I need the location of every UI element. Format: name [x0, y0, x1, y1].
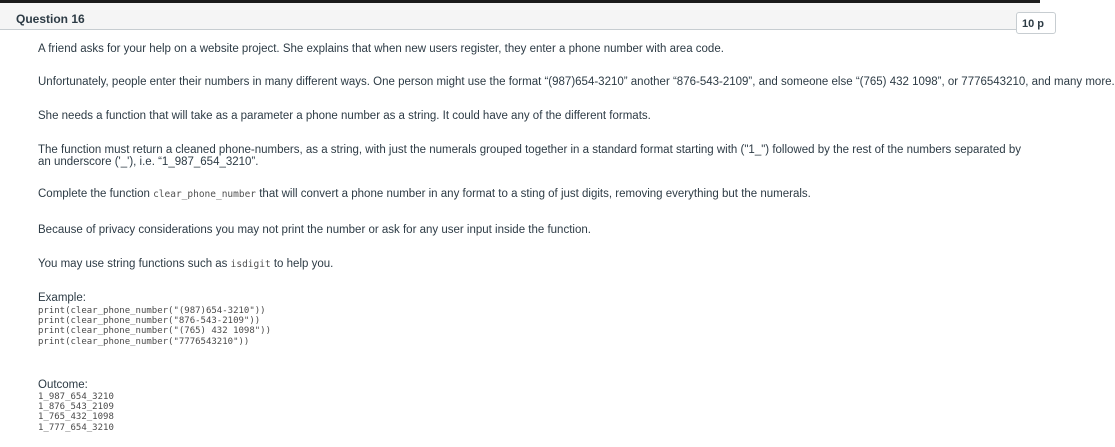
code-line: print(clear_phone_number("(987)654-3210"))	[38, 306, 266, 316]
inline-code-isdigit: isdigit	[230, 259, 271, 270]
question-header	[0, 3, 1040, 30]
code-line: 1_777_654_3210	[38, 422, 114, 433]
example-code-block	[38, 306, 271, 347]
code-line: print(clear_phone_number("7776543210"))	[38, 336, 250, 347]
text-segment: that will convert a phone number in any format to a sting of just digits, removing everything but the numerals.	[256, 188, 811, 200]
outcome-label: Outcome:	[38, 379, 88, 391]
paragraph-return-format: The function must return a cleaned phone-numbers, as a string, with just the numerals grouped together in a standard format starting with ("1_") followed by the rest of the numbers separated by an underscore ('_'), i.e. “1_987_654_3210”.	[38, 144, 1021, 168]
example-label: Example:	[38, 292, 86, 304]
text-segment: You may use string functions such as	[38, 258, 231, 270]
paragraph-requirements: She needs a function that will take as a parameter a phone number as a string. It could have any of the different formats.	[38, 110, 651, 122]
inline-code-function-name: clear_phone_number	[153, 189, 257, 200]
paragraph-formats: Unfortunately, people enter their numbers in many different ways. One person might use the format “(987)654-3210” another “876-543-2109”, and someone else “(765) 432 1098”, or 7776543210, and many more.	[38, 76, 1115, 88]
code-line: 1_987_654_3210	[38, 392, 114, 402]
paragraph-intro: A friend asks for your help on a website project. She explains that when new users register, they enter a phone number with area code.	[38, 43, 724, 55]
code-line: 1_876_543_2109	[38, 402, 114, 413]
paragraph-complete-function	[38, 188, 811, 201]
paragraph-hint	[38, 258, 333, 271]
outcome-code-block	[38, 392, 114, 433]
code-line: 1_765_432_1098	[38, 412, 114, 423]
points-badge: 10 p	[1016, 12, 1056, 34]
text-segment: Complete the function	[38, 188, 154, 200]
paragraph-privacy: Because of privacy considerations you may not print the number or ask for any user input inside the function.	[38, 224, 591, 236]
code-line: print(clear_phone_number("(765) 432 1098"))	[38, 326, 271, 337]
code-line: print(clear_phone_number("876-543-2109"))	[38, 316, 261, 327]
text-segment: to help you.	[270, 258, 334, 270]
question-title: Question 16	[16, 12, 85, 26]
